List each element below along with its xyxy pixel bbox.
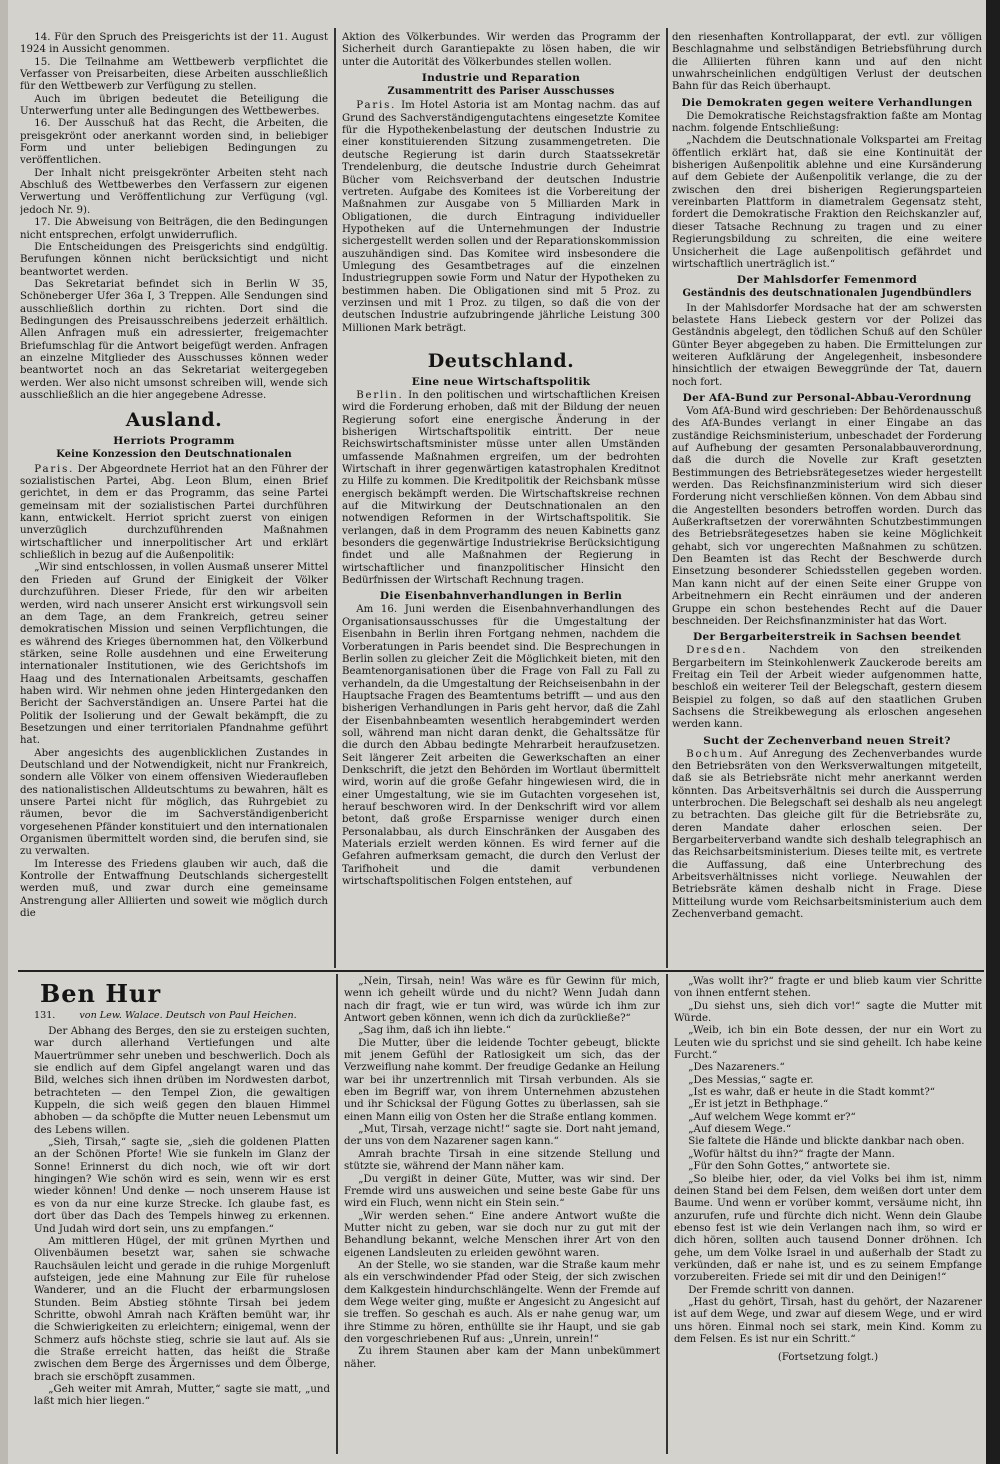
benhur-paragraph: „Mut, Tirsah, verzage nicht!“ sagte sie. Dort naht jemand, der uns von dem Nazarener sagen kann.“: [344, 1124, 660, 1148]
rule-16: 16. Der Ausschuß hat das Recht, die Arbeiten, die preisgekrönt oder anerkannt worden sind, in beliebiger Form und unter beliebigen Bedingungen zu veröffentlichen.: [20, 118, 328, 167]
dateline-paris-2: Paris.: [356, 100, 397, 112]
column-rule-2: [666, 28, 668, 968]
headline-zechenverband: Sucht der Zechenverband neuen Streit?: [703, 734, 951, 747]
benhur-paragraph: Die Mutter, über die leidende Tochter gebeugt, blickte mit jenem Gefühl der Ratlosigkeit um sich, das der Verzweiflung nahe kommt. Der freudige Gedanke an Heilung war bei ihr unzertrennlich mit Tirsah verbunden. Als sie eben im Begriff war, von ihrem Unternehmen abzustehen und ihr Schicksal der Fügung Gottes zu überlassen, sah sie einen Mann eilig von Osten her die Straße entlang kommen.: [344, 1037, 660, 1123]
benhur-paragraph: „Auf welchem Wege kommt er?“: [688, 1111, 856, 1123]
benhur-paragraph: „Weib, ich bin ein Bote dessen, der nur ein Wort zu Leuten wie du sprichst und sie sind geheilt. Ich habe keine Furcht.“: [674, 1025, 982, 1062]
herriot-body-1: Der Abgeordnete Herriot hat an den Führer der sozialistischen Partei, Abg. Leon Blum, einen Brief gerichtet, in dem er das Programm, das seine Partei gemeinsam mit der sozialistischen Partei durchführen kann, entwickelt. Herriot spricht zuerst von einigen unverzüglich durchzuführenden Maßnahmen wirtschaftlicher und innerpolitischer Art und erklärt schließlich in bezug auf die Außenpolitik:: [20, 463, 328, 562]
dateline-berlin: Berlin.: [356, 389, 404, 401]
rule-15b: Auch im übrigen bedeutet die Beteiligung die Unterwerfung unter alle Bedingungen des Wettbewerbes.: [20, 93, 328, 118]
benhur-column-2: [344, 976, 660, 1452]
benhur-paragraph: An der Stelle, wo sie standen, war die Straße kaum mehr als ein verschwindender Pfad oder Steig, der sich zwischen dem Kalkgestein hindurchschlängelte. Wenn der Fremde auf dem Wege weiter ging, mußte er Angesicht zu Angesicht auf sie treffen. So geschah es auch. Als er nahe genug war, um ihre Stimme zu hören, enthüllte sie ihr Haupt, und sie gab den vorgeschriebenen Ruf aus: „Unrein, unrein!“: [344, 1259, 660, 1345]
headline-eisenbahn: Die Eisenbahnverhandlungen in Berlin: [379, 590, 623, 603]
column-rule-3: [336, 974, 338, 1454]
rule-16b: Der Inhalt nicht preisgekrönter Arbeiten steht nach Abschluß des Wettbewerbes den Verfassern zur eigenen Verwertung und Veröffentlichung zur Verfügung (vgl. jedoch Nr. 9).: [20, 167, 328, 216]
dateline-dresden: Dresden.: [686, 645, 748, 657]
benhur-paragraph: „Geh weiter mit Amrah, Mutter,“ sagte sie matt, „und laßt mich hier liegen.“: [34, 1383, 330, 1408]
benhur-paragraph: „Sieh, Tirsah,“ sagte sie, „sieh die goldenen Platten an der Schönen Pforte! Wie sie funkeln im Glanz der Sonne! Erinnerst du dich noch, wie oft wir dort hingingen? Wie schön wird es sein, wenn wir es erst wieder können! Und denke — noch unserem Hause ist es von da nur eine kurze Strecke. Ich glaube fast, es dort über das Dach des Tempels hinweg zu erkennen. Und Judah wird dort sein, uns zu empfangen.“: [34, 1137, 330, 1235]
benhur-paragraph: „Du vergißt in deiner Güte, Mutter, was wir sind. Der Fremde wird uns ausweichen und seine beste Gabe für uns wird ein Fluch, wenn nicht ein Stein sein.“: [344, 1173, 660, 1210]
benhur-paragraph: „Sag ihm, daß ich ihn liebte.“: [358, 1025, 511, 1037]
rule-17: 17. Die Abweisung von Beiträgen, die den Bedingungen nicht entsprechen, erfolgt unwiderruflich.: [20, 217, 328, 241]
benhur-paragraph: „Was wollt ihr?“ fragte er und blieb kaum vier Schritte von ihnen entfernt stehen.: [674, 976, 982, 1000]
headline-wirtschaftspolitik: Eine neue Wirtschaftspolitik: [411, 375, 591, 388]
serial-byline: [34, 1010, 334, 1022]
headline-mahlsdorf: Der Mahlsdorfer Femenmord: [736, 274, 918, 287]
page-fold-shadow: [0, 0, 8, 1464]
benhur-paragraph: „Des Messias,“ sagte er.: [688, 1074, 814, 1086]
headline-herriot: Herriots Programm: [113, 435, 235, 448]
headline-afa-bund: Der AfA-Bund zur Personal-Abbau-Verordnung: [682, 392, 972, 404]
demokraten-body-1: Die Demokratische Reichstagsfraktion faßte am Montag nachm. folgende Entschließung:: [672, 110, 982, 135]
benhur-paragraph: „Für den Sohn Gottes,“ antwortete sie.: [688, 1161, 891, 1173]
eisenbahn-continuation: den riesenhaften Kontrollapparat, der evtl. zur völligen Beschlagnahme und selbständigen Betriebsführung durch die Alliierten führen kann und auf den nicht unwahrscheinlichen endgültigen Verlust der deutschen Bahn für das Reich überhaupt.: [672, 32, 982, 93]
eisenbahn-body: Am 16. Juni werden die Eisenbahnverhandlungen des Organisationsausschusses für die Umgestaltung der Eisenbahn in Berlin ihren Fortgang nehmen, nachdem die Vorberatungen in Paris beendet sind. Die Besprechungen in Berlin sollen zu gleicher Zeit die Möglichkeit bieten, mit den Beamtenorganisationen über die Frage von Fall zu Fall zu verhandeln, da die Umgestaltung der Reichseisenbahn in der Hauptsache Fragen des Beamtentums betrifft — und aus den bisherigen Verhandlungen in Paris geht hervor, daß die Zahl der Eisenbahnbeamten wesentlich herabgemindert werden soll, während man nicht daran denkt, die Gehaltssätze für die durch den Abbau bedingte Mehrarbeit heraufzusetzen. Seit längerer Zeit arbeiten die Gewerkschaften an einer Denkschrift, die jetzt den Behörden im Wortlaut übermittelt wird, worin auf die große Gefahr hingewiesen wird, die in einer Umgestaltung, wie sie im Gutachten vorgesehen ist, herauf beschworen wird. In der Denkschrift wird vor allem betont, daß große Ersparnisse weniger durch einen Personalabbau, als durch Einschränken der Ausgaben des Materials erzielt werden können. Es wird ferner auf die Gefahren aufmerksam gemacht, die durch den Verlust der Tarifhoheit und die damit verbundenen wirtschaftspolitischen Folgen entstehen, auf: [342, 604, 660, 888]
subheadline-mahlsdorf: Geständnis des deutschnationalen Jugendbündlers: [682, 288, 972, 300]
benhur-paragraph: Sie faltete die Hände und blickte dankbar nach oben.: [688, 1136, 965, 1148]
rule-15: 15. Die Teilnahme am Wettbewerb verpflichtet die Verfasser von Preisarbeiten, diese Arbeiten ausschließlich für den Wettbewerb zur Verfügung zu stellen.: [20, 56, 328, 93]
herriot-quote: „Wir sind entschlossen, in vollen Ausmaß unserer Mittel den Frieden auf Grund der Einigkeit der Völker durchzuführen. Dieser Friede, für den wir arbeiten werden, wird nach unserer Ansicht erst wirkungsvoll sein an dem Tage, an dem Frankreich, getreu seiner demokratischen Mission und seinen Verpflichtungen, die es während des Krieges übernommen hat, den Völkerbund stärken, seine Rolle ausdehnen und eine Erweiterung internationaler Institutionen, wie des Gerichtshofs im Haag und des Internationalen Arbeitsamts, geschaffen haben wird. Wir nehmen ohne jeden Hintergedanken den Bericht der Sachverständigen an. Unsere Partei hat die Politik der Isolierung und der Gewalt bekämpft, die zu Besetzungen und einer territorialen Pfandnahme geführt hat.: [20, 562, 328, 747]
mahlsdorf-body: In der Mahlsdorfer Mordsache hat der am schwersten belastete Hans Liebeck gestern vor der Polizei das Geständnis abgelegt, den tödlichen Schuß auf den Schüler Günter Beyer abgegeben zu haben. Die Ermittelungen zur weiteren Aufklärung der Angelegenheit, insbesondere hinsichtlich der etwaigen Beweggründe der Tat, dauern noch fort.: [672, 302, 982, 388]
serial-author: von Lew. Walace. Deutsch von Paul Heichen.: [79, 1010, 297, 1021]
benhur-paragraph: „Ist es wahr, daß er heute in die Stadt kommt?“: [688, 1087, 935, 1099]
benhur-paragraph: „Du siehst uns, sieh dich vor!“ sagte die Mutter mit Würde.: [674, 1000, 982, 1025]
industrie-body: Im Hotel Astoria ist am Montag nachm. das auf Grund des Sachverständigengutachtens eingesetzte Komitee für die Hypothekenbelastung der deutschen Industrie zu einer konstituierenden Sitzung zusammengetreten. Die deutsche Regierung ist darin durch Staatssekretär Trendelenburg, die deutsche Industrie durch Geheimrat Bücher vom Reichsverband der deutschen Industrie vertreten. Aufgabe des Komitees ist die Vorbereitung der Maßnahmen zur Ausgabe von 5 Milliarden Mark in Obligationen, die durch Eintragung individueller Hypotheken auf die Unternehmungen der Industrie sichergestellt werden sollen und der Reparationskommission auszuhändigen sind. Das Komitee wird insbesondere die Umlegung des Gesamtbetrages auf die einzelnen Industriegruppen sowie Form und Natur der Hypotheken zu bestimmen haben. Die Obligationen sind mit 5 Proz. zu verzinsen und mit 1 Proz. zu tilgen, so daß die von der deutschen Industrie aufzubringende jährliche Leistung 300 Millionen Mark beträgt.: [342, 100, 660, 334]
benhur-paragraph: „Des Nazareners.“: [688, 1062, 785, 1074]
benhur-paragraph: Der Abhang des Berges, den sie zu ersteigen suchten, war durch allerhand Vertiefungen und alte Mauertrümmer sehr uneben und beschwerlich. Doch als sie endlich auf dem Gipfel angelangt waren und das Bild, welches sich ihnen drüben im Nordwesten darbot, betrachteten — den Tempel Zion, die gewaltigen Kuppeln, die sich weiß gegen den blauen Himmel abhoben — da schöpfte die Mutter neuen Lebensmut um des Lebens willen.: [34, 1026, 330, 1136]
bergarbeiterstreik-body: Nachdem von den streikenden Bergarbeitern im Steinkohlenwerk Zauckerode bereits am Freitag ein Teil der Arbeit wieder aufgenommen hatte, beschloß ein weiterer Teil der Belegschaft, gestern diesem Beispiel zu folgen, so daß auf den staatlichen Gruben Sachsens die Streikbewegung als erloschen angesehen werden kann.: [672, 645, 982, 731]
benhur-paragraph: Amrah brachte Tirsah in eine sitzende Stellung und stützte sie, während der Mann näher kam.: [344, 1148, 660, 1173]
benhur-paragraph: „Wofür hältst du ihn?“ fragte der Mann.: [688, 1148, 895, 1160]
herriot-continuation: Aktion des Völkerbundes. Wir werden das Programm der Sicherheit durch Garantiepakte zu lösen haben, die wir unter die Autorität des Völkerbundes stellen wollen.: [342, 32, 660, 68]
section-heading-deutschland: Deutschland.: [427, 349, 575, 372]
benhur-paragraph: „Wir werden sehen.“ Eine andere Antwort wußte die Mutter nicht zu geben, war sie doch nur zu gut mit der Behandlung bekannt, welche Menschen ihrer Art von den eigenen Landsleuten zu erleiden gewöhnt waren.: [344, 1210, 660, 1259]
herriot-body-3: Im Interesse des Friedens glauben wir auch, daß die Kontrolle der Entwaffnung Deutschlands sichergestellt werden muß, und zwar durch eine gemeinsame Anstrengung aller Alliierten und soweit wie möglich durch die: [20, 858, 328, 920]
wirtschaftspolitik-body: In den politischen und wirtschaftlichen Kreisen wird die Forderung erhoben, daß mit der Bildung der neuen Regierung sofort eine energische Änderung in der bisherigen Wirtschaftspolitik eintritt. Der neue Reichswirtschaftsminister müsse unter allen Umständen umfassende Maßnahmen ergreifen, um der bedrohten Wirtschaft in ihrer gegenwärtigen katastrophalen Kreditnot zu Hilfe zu kommen. Die Kreditpolitik der Reichsbank müsse energisch bekämpft werden. Die Wirtschaftskreise rechnen auf die Mitwirkung der Deutschnationalen an den notwendigen Reformen in der Wirtschaftspolitik. Sie verlangen, daß in dem Programm des neuen Kabinetts ganz besonders die gegenwärtige Industriekrise Berücksichtigung findet und alle Maßnahmen der Regierung in wirtschaftlicher und finanzpolitischer Hinsicht den Bedürfnissen der Wirtschaft Rechnung tragen.: [342, 389, 660, 587]
benhur-paragraph: Am mittleren Hügel, der mit grünen Myrthen und Olivenbäumen besetzt war, sahen sie schwache Rauchsäulen leicht und gerade in die ruhige Morgenluft aufsteigen, jede eine Mahnung zur Eile für ruhelose Wanderer, und an die Flucht der erbarmungslosen Stunden. Beim Abstieg stöhnte Tirsah bei jedem Schritte, obwohl Amrah nach Kräften bemüht war, ihr die Schwierigkeiten zu erleichtern; einigemal, wenn der Schmerz aufs höchste stieg, schrie sie laut auf. Als sie die Straße erreicht hatten, das heißt die Straße zwischen dem Berge des Ärgernisses und dem Ölberge, brach sie erschöpft zusammen.: [34, 1235, 330, 1383]
zechenverband-body: Auf Anregung des Zechenverbandes wurde den Betriebsräten von den Werksverwaltungen mitgeteilt, daß sie als Betriebsräte nicht mehr anerkannt werden könnten. Das Arbeitsverhältnis sei durch die Aussperrung unterbrochen. Die Belegschaft sei deshalb als neu angelegt zu betrachten. Das gleiche gilt für die Betriebsräte zu, deren Mandate daher erloschen seien. Der Bergarbeiterverband wandte sich deshalb telegraphisch an das Reichsarbeitsministerium. Dieses teilte mit, es vertrete die Auffassung, daß eine Unterbrechung des Arbeitsverhältnisses nicht vorliege. Neuwahlen der Betriebsräte kämen deshalb nicht in Frage. Diese Mitteilung wurde vom Reichsarbeitsministerium auch dem Zechenverband gemacht.: [672, 748, 982, 921]
secretariat-text: Das Sekretariat befindet sich in Berlin W 35, Schöneberger Ufer 36a I, 3 Treppen. Alle Sendungen sind ausschließlich dorthin zu richten. Dort sind die Bedingungen des Preisausschreibens jederzeit erhältlich. Allen Anfragen muß ein adressierter, freigemachter Briefumschlag für die Antwort beigefügt werden. Anfragen an einzelne Mitglieder des Ausschusses können weder beantwortet noch an das Sekretariat weitergegeben werden. Wer also nicht umsonst schreiben will, wende sich ausschließlich an die hier angegebene Adresse.: [20, 278, 328, 401]
subheadline-herriot: Keine Konzession den Deutschnationalen: [56, 449, 292, 461]
column-rule-1: [334, 28, 336, 968]
dateline-paris: Paris.: [34, 463, 75, 475]
headline-bergarbeiterstreik: Der Bergarbeiterstreik in Sachsen beendet: [692, 631, 962, 644]
benhur-paragraph: Zu ihrem Staunen aber kam der Mann unbekümmert näher.: [344, 1346, 660, 1370]
dateline-bochum: Bochum.: [686, 748, 745, 760]
headline-demokraten: Die Demokraten gegen weitere Verhandlungen: [681, 96, 973, 109]
benhur-paragraph: „Auf diesem Wege.“: [688, 1124, 792, 1136]
rule-14: 14. Für den Spruch des Preisgerichts ist der 11. August 1924 in Aussicht genommen.: [20, 32, 328, 56]
afa-bund-body: Vom AfA-Bund wird geschrieben: Der Behördenausschuß des AfA-Bundes verlangt in einer Eingabe an das zuständige Reichsministerium, unbeschadet der Forderung auf Aufhebung der gesamten Personalabbauverordnung, daß die durch die Novelle zur Kraft gesetzten Bestimmungen des Betriebsrätegesetzes wieder hergestellt werden. Das Reichsfinanzministerium wird sich dieser Forderung nicht verschließen können. Von dem Abbau sind die Angestellten besonders betroffen worden. Durch das Außerkraftsetzen der vorerwähnten Schutzbestimmungen des Betriebsrätegesetzes haben sie keine Möglichkeit gehabt, sich vor ungerechten Maßnahmen zu schützen. Den Beamten ist das Recht der Beschwerde durch Einsetzung besonderer Schiedsstellen gegeben worden. Man kann nicht auf der einen Seite einer Gruppe von Arbeitnehmern ein Recht einräumen und der anderen Gruppe ein schon bestehendes Recht auf die Dauer beschneiden. Der Reichsfinanzminister hat das Wort.: [672, 406, 982, 627]
subheadline-industrie: Zusammentritt des Pariser Ausschusses: [387, 86, 615, 98]
top-column-3: [672, 32, 982, 968]
page-edge-shadow: [986, 0, 1000, 1464]
demokraten-body-2: „Nachdem die Deutschnationale Volkspartei am Freitag öffentlich erklärt hat, daß sie eine Kontinuität der bisherigen Außenpolitik ablehne und eine Kursänderung auf dem Gebiete der Außenpolitik verlange, die zu der zwischen den drei bisherigen Regierungsparteien vereinbarten Plattform in diametralem Gegensatz steht, fordert die Demokratische Fraktion den Reichskanzler auf, dieser Tatsache Rechnung zu tragen und zu einer Regierungsbildung zu schreiten, die eine weitere Unsicherheit die Lage außenpolitisch gefährdet und wirtschaftlich unerträglich ist.“: [672, 135, 982, 270]
benhur-paragraph: „Hast du gehört, Tirsah, hast du gehört, der Nazarener ist auf dem Wege, und zwar auf diesem Wege, und er wird uns hören. Einmal noch sei stark, mein Kind. Komm zu dem Felsen. Es ist nur ein Schritt.“: [674, 1296, 982, 1345]
benhur-paragraph: „Er ist jetzt in Bethphage.“: [688, 1099, 829, 1111]
herriot-body-2: Aber angesichts des augenblicklichen Zustandes in Deutschland und der Notwendigkeit, nicht nur Frankreich, sondern alle Völker von einem offensiven Wiederaufleben des nationalistischen Alldeutschtums zu bewahren, hält es unsere Partei nicht für möglich, das Ruhrgebiet zu räumen, bevor die im Sachverständigenbericht vorgesehenen Pfänder konstituiert und den internationalen Organismen übermittelt worden sind, die berufen sind, sie zu verwalten.: [20, 747, 328, 858]
benhur-column-1: [34, 1026, 330, 1452]
section-heading-ausland: Ausland.: [125, 409, 223, 432]
benhur-paragraph: „So bleibe hier, oder, da viel Volks bei ihm ist, nimm deinen Stand bei dem Felsen, dem weißen dort unter dem Baume. Und wenn er vorüber kommt, versäume nicht, ihn anzurufen, rufe und fürchte dich nicht. Wenn dein Glaube ebenso fest ist wie dein Verlangen nach ihm, so wird er dich hören, sollten auch tausend Donner dröhnen. Ich gehe, um dem Volke Israel in und außerhalb der Stadt zu verkünden, daß er nahe ist, und es zu seinem Empfange vorzubereiten. Friede sei mit dir und den Deinigen!“: [674, 1173, 982, 1284]
top-column-1: [20, 32, 328, 968]
continuation-note: (Fortsetzung folgt.): [777, 1352, 879, 1364]
top-column-2: [342, 32, 660, 968]
benhur-paragraph: „Nein, Tirsah, nein! Was wäre es für Gewinn für mich, wenn ich geheilt würde und du nicht? Wenn Judah dann nach dir fragt, wie er tun wird, was würde ich ihm zur Antwort geben können, wenn ich dich da zurückließe?“: [344, 976, 660, 1025]
benhur-paragraph: Der Fremde schritt von dannen.: [688, 1284, 855, 1296]
rule-17b: Die Entscheidungen des Preisgerichts sind endgültig. Berufungen können nicht berücksichtigt und nicht beantwortet werden.: [20, 241, 328, 278]
headline-industrie: Industrie und Reparation: [421, 72, 581, 85]
column-rule-4: [666, 974, 668, 1454]
serial-title: Ben Hur: [40, 979, 162, 1008]
benhur-column-3: [674, 976, 982, 1452]
serial-installment-number: 131.: [34, 1010, 56, 1021]
feuilleton-separator: [18, 970, 984, 972]
